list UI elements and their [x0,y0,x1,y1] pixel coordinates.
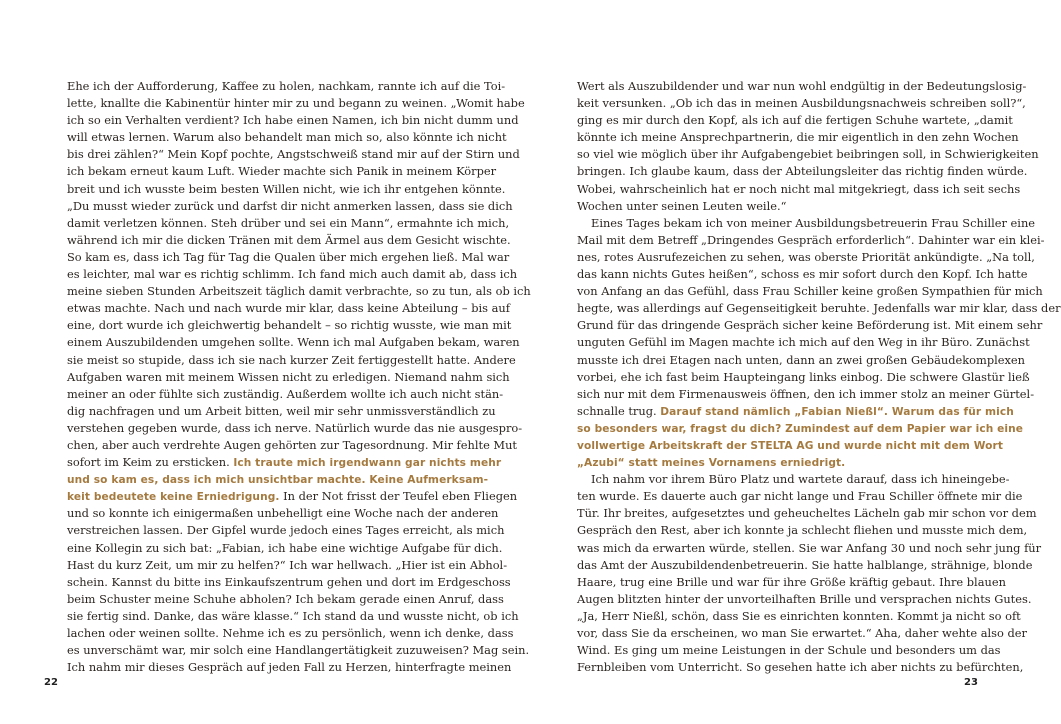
text-line [577,659,1024,676]
text-line [577,163,1028,180]
text-line [67,317,512,334]
text-line [577,317,1043,334]
text-line [577,488,1023,505]
text-line [67,591,504,608]
body-text: unguten Gefühl im Magen machte ich mich auf den Weg in ihr Büro. Zunächst [577,335,1030,350]
text-line [67,522,505,539]
body-text: chen, aber auch verdrehte Augen gehörten zur Tagesordnung. Mir fehlte Mut [67,437,518,452]
text-line [67,557,508,574]
body-text: lette, knallte die Kabinentür hinter mir zu und begann zu weinen. „Womit habe [67,96,525,111]
body-text: bringen. Ich glaube kaum, dass der Abteilungsleiter das richtig finden würde. [577,164,1028,179]
text-line [67,163,497,180]
body-text: keit versunken. „Ob ich das in meinen Ausbildungsnachweis schreiben soll?“, [577,96,1026,111]
body-text: „Ja, Herr Nießl, schön, dass Sie es einrichten konnten. Kommt ja nicht so oft [577,608,1021,623]
highlighted-text: Ich traute mich irgendwann gar nichts mehr [233,457,502,470]
text-line [577,249,1035,266]
highlighted-text: vollwertige Arbeitskraft der STELTA AG und wurde nicht mit dem Wort [577,439,1004,452]
text-line [67,95,525,112]
body-text: Grund für das dringende Gespräch sicher keine Beförderung ist. Mit einem sehr [577,318,1043,333]
text-line [67,300,510,317]
page-number-right: 23 [964,677,978,688]
text-line [577,266,1028,283]
body-text: Eines Tages bekam ich von meiner Ausbildungsbetreuerin Frau Schiller eine [591,215,1036,230]
highlighted-text: keit bedeutete keine Erniedrigung. [67,491,280,504]
text-line [577,198,973,215]
text-line [577,591,1032,608]
body-text: Aufgaben waren mit meinem Wissen nicht zu erledigen. Niemand nahm sich [67,369,510,384]
body-text: schein. Kannst du bitte ins Einkaufszentrum gehen und dort im Erdgeschoss [67,574,511,589]
body-text: Wind. Es ging um meine Leistungen in der Schule und besonders um das [577,643,1001,658]
text-line [67,369,510,386]
body-text: Haare, trug eine Brille und war für ihre Größe kräftig gebaut. Ihre blauen [577,574,1006,589]
text-line [577,232,1045,249]
body-text: dig nachfragen und um Arbeit bitten, weil mir sehr unmissverständlich zu [67,403,496,418]
body-text: ich so ein Verhalten verdient? Ich habe einen Namen, ich bin nicht dumm und [67,113,519,128]
text-line [67,437,518,454]
body-text: verstehen gegeben wurde, dass ich nerve. Natürlich wurde das nie ausgespro- [67,420,523,435]
body-text: Wochen unter seinen Leuten weile.“ [577,198,787,213]
text-line [67,78,506,95]
body-text: sofort im Keim zu ersticken. [67,455,234,470]
body-text: ich bekam erneut kaum Luft. Wieder machte sich Panik in meinem Körper [67,164,497,179]
body-text: beim Schuster meine Schuhe abholen? Ich bekam gerade einen Anruf, dass [67,591,504,606]
text-line [67,659,512,676]
text-line [67,215,510,232]
body-text: ten wurde. Es dauerte auch gar nicht lange und Frau Schiller öffnete mir die [577,489,1023,504]
text-line [67,403,496,420]
text-line [577,608,1021,625]
text-line [67,420,523,437]
body-text: Tür. Ihr breites, aufgesetztes und geheucheltes Lächeln gab mir schon vor dem [577,506,1037,521]
text-line [577,146,1039,163]
body-text: sich nur mit dem Firmenausweis öffnen, den ich immer stolz an meiner Gürtel- [577,386,1035,401]
text-line [577,352,1026,369]
body-text: breit und ich wusste beim besten Willen nicht, wie ich ihr entgehen könnte. [67,181,506,196]
text-line [577,78,1027,95]
text-line [577,95,1026,112]
body-text: meiner an oder fühlte sich zuständig. Außerdem wollte ich auch nicht stän- [67,386,504,401]
text-line [577,557,1033,574]
text-line [67,352,516,369]
text-line [67,471,489,488]
body-text: schnalle trug. [577,403,661,418]
text-line [67,608,519,625]
body-text: das kann nichts Gutes heißen“, schoss es mir sofort durch den Kopf. Ich hatte [577,267,1028,282]
body-text: Ehe ich der Aufforderung, Kaffee zu holen, nachkam, rannte ich auf die Toi- [67,79,506,93]
body-text: einem Auszubildenden umgehen sollte. Wenn ich mal Aufgaben bekam, waren [67,335,520,350]
text-line [577,471,1010,488]
body-text: nes, rotes Ausrufezeichen zu sehen, was oberste Priorität ankündigte. „Na toll, [577,249,1035,264]
text-line [67,249,510,266]
body-text: meine sieben Stunden Arbeitszeit täglich damit verbrachte, so zu tun, als ob ich [67,284,531,299]
text-line [577,129,1019,146]
body-text: sie meist so stupide, dass ich sie nach kurzer Zeit fertiggestellt hatte. Andere [67,352,516,367]
text-line [67,574,511,591]
text-line [577,625,1027,642]
body-text: und so konnte ich einigermaßen unbehelligt eine Woche nach der anderen [67,506,499,521]
left-page-text [67,78,531,676]
text-line [577,505,1037,522]
body-text: es unverschämt war, mir solch eine Handlangertätigkeit zuzuweisen? Mag sein. [67,643,530,658]
text-line [577,642,1001,659]
text-line [67,112,519,129]
body-text: Wobei, wahrscheinlich hat er noch nicht mal mitgekriegt, dass ich seit sechs [577,181,1021,196]
text-line [67,505,499,522]
text-line [577,454,973,471]
text-line [67,283,531,300]
text-line [577,112,1013,129]
body-text: In der Not frisst der Teufel eben Fliegen [279,489,518,504]
body-text: vorbei, ehe ich fast beim Haupteingang links einbog. Die schwere Glastür ließ [577,369,1030,384]
body-text: „Du musst wieder zurück und darfst dir nicht anmerken lassen, dass sie dich [67,198,513,213]
body-text: eine Kollegin zu sich bat: „Fabian, ich habe eine wichtige Aufgabe für dich. [67,540,503,555]
text-line [67,266,518,283]
body-text: bis drei zählen?“ Mein Kopf pochte, Angstschweiß stand mir auf der Stirn und [67,147,520,162]
highlighted-text: Darauf stand nämlich „Fabian Nießl“. Warum das für mich [660,405,1014,418]
text-line [67,625,514,642]
text-line [67,540,503,557]
text-line [577,420,1024,437]
body-text: will etwas lernen. Warum also behandelt man mich so, also könnte ich nicht [67,130,507,145]
text-line [67,198,513,215]
body-text: verstreichen lassen. Der Gipfel wurde jedoch eines Tages erreicht, als mich [67,523,505,538]
text-line [67,454,502,471]
text-line [577,540,1042,557]
body-text: was mich da erwarten würde, stellen. Sie war Anfang 30 und noch sehr jung für [577,540,1042,555]
text-line [67,232,511,249]
text-line [577,574,1006,591]
text-line [67,386,504,403]
page-number-left: 22 [44,677,58,688]
body-text: vor, dass Sie da erscheinen, wo man Sie erwartet.“ Aha, daher wehte also der [577,626,1027,640]
text-line [67,334,520,351]
highlighted-text: so besonders war, fragst du dich? Zumindest auf dem Papier war ich eine [577,422,1024,435]
text-line [577,437,1004,454]
body-text: eine, dort wurde ich gleichwertig behandelt – so richtig wusste, wie man mit [67,318,512,333]
highlighted-text: und so kam es, dass ich mich unsichtbar machte. Keine Aufmerksam- [67,474,489,487]
text-line [577,522,1028,539]
text-line [577,300,1061,317]
body-text: ging es mir durch den Kopf, als ich auf die fertigen Schuhe wartete, „damit [577,113,1013,128]
body-text: damit verletzen können. Steh drüber und sei ein Mann“, ermahnte ich mich, [67,215,510,230]
body-text: So kam es, dass ich Tag für Tag die Qualen über mich ergehen ließ. Mal war [67,249,510,264]
highlighted-text: „Azubi“ statt meines Vornamens erniedrigt. [577,457,846,470]
body-text: Mail mit dem Betreff „Dringendes Gespräch erforderlich“. Dahinter war ein klei- [577,232,1045,247]
text-line [577,283,1043,300]
text-line [577,386,1035,403]
right-page-text [577,78,1061,676]
body-text: Gespräch den Rest, aber ich konnte ja schlecht fliehen und musste mich dem, [577,523,1028,538]
text-line [577,403,1014,420]
body-text: Fernbleiben vom Unterricht. So gesehen hatte ich aber nichts zu befürchten, [577,660,1024,675]
body-text: Augen blitzten hinter der unvorteilhaften Brille und versprachen nichts Gutes. [577,591,1032,606]
body-text: von Anfang an das Gefühl, dass Frau Schiller keine großen Sympathien für mich [577,284,1043,299]
text-line [577,215,1036,232]
text-line [67,146,520,163]
text-line [67,181,506,198]
body-text: Ich nahm mir dieses Gespräch auf jeden Fall zu Herzen, hinterfragte meinen [67,660,512,675]
text-line [67,129,507,146]
body-text: Hast du kurz Zeit, um mir zu helfen?“ Ich war hellwach. „Hier ist ein Abhol- [67,557,508,572]
body-text: das Amt der Auszubildendenbetreuerin. Sie hatte halblange, strähnige, blonde [577,557,1033,572]
text-line [67,488,518,505]
body-text: musste ich drei Etagen nach unten, dann an zwei großen Gebäudekomplexen [577,352,1026,367]
text-line [67,642,530,659]
body-text: Ich nahm vor ihrem Büro Platz und wartete darauf, dass ich hineingebe- [591,472,1010,487]
body-text: hegte, was allerdings auf Gegenseitigkeit beruhte. Jedenfalls war mir klar, dass der [577,301,1061,316]
text-line [577,334,1030,351]
body-text: Wert als Auszubildender und war nun wohl endgültig in der Bedeutungslosig- [577,79,1027,93]
body-text: könnte ich meine Ansprechpartnerin, die mir eigentlich in den zehn Wochen [577,130,1019,145]
body-text: lachen oder weinen sollte. Nehme ich es zu persönlich, wenn ich denke, dass [67,626,514,640]
body-text: etwas machte. Nach und nach wurde mir klar, dass keine Abteilung – bis auf [67,301,510,316]
body-text: während ich mir die dicken Tränen mit dem Ärmel aus dem Gesicht wischte. [67,232,511,247]
body-text: es leichter, mal war es richtig schlimm. Ich fand mich auch damit ab, dass ich [67,267,518,282]
text-line [577,181,1021,198]
text-line [577,369,1030,386]
body-text: sie fertig sind. Danke, das wäre klasse.“ Ich stand da und wusste nicht, ob ich [67,608,519,623]
body-text: so viel wie möglich über ihr Aufgabengebiet beibringen soll, in Schwierigkeiten [577,147,1039,162]
